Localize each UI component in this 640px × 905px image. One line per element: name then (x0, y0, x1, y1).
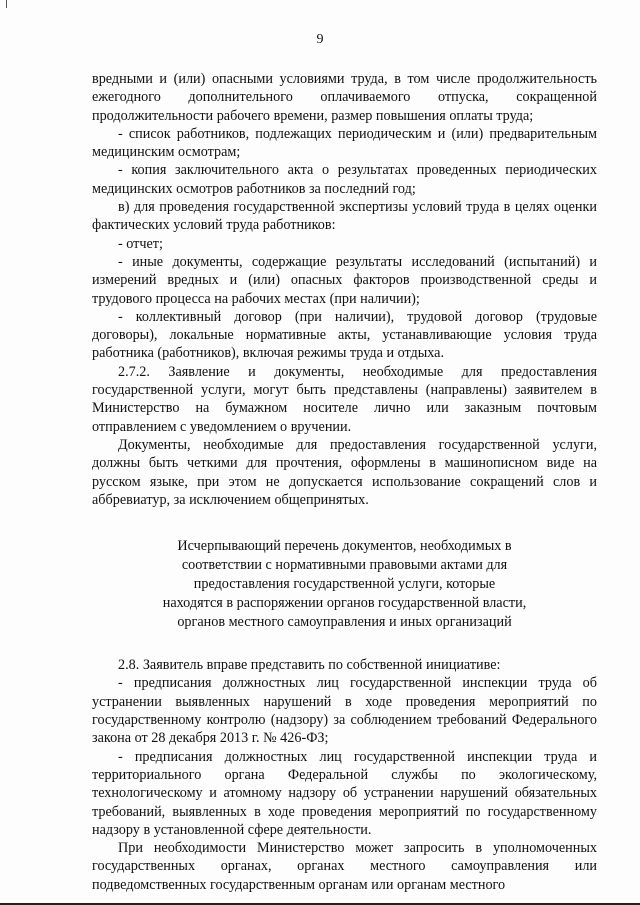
section-heading (92, 537, 597, 632)
heading-line: органов местного самоуправления и иных организаций (177, 614, 512, 631)
document-body (92, 70, 597, 894)
list-item-other-documents: - иные документы, содержащие результаты исследований (испытаний) и измерений вредных и (или) опасных факторов производственной среды и трудового процесса на рабочих местах (при наличии); (92, 253, 597, 307)
list-item-workers: - список работников, подлежащих периодическим и (или) предварительным медицинским осмотрам; (92, 125, 597, 161)
list-item-report: - отчет; (118, 235, 163, 252)
list-item-final-act: - копия заключительного акта о результатах проведенных периодических медицинских осмотров работников за последний год; (92, 162, 597, 197)
heading-line: Исчерпывающий перечень документов, необходимых в (177, 538, 512, 555)
heading-line: предоставления государственной услуги, которые (193, 576, 496, 593)
paragraph-documents-requirements: Документы, необходимые для предоставления государственной услуги, должны быть четкими для прочтения, оформлены в машинописном виде на русском языке, при этом не допускается использование сокращений слов и аббревиатур, за исключением общепринятых. (92, 436, 597, 508)
paragraph-ministry-request: При необходимости Министерство может запросить в уполномоченных государственных органах, органах местного самоуправления или подведомственных государственным органам или органам местного (92, 840, 597, 893)
scan-edge-mark (6, 0, 7, 8)
page-number: 9 (316, 32, 324, 47)
list-item-territorial-orders: - предписания должностных лиц государственной инспекции труда и территориального органа Федеральной службы по экологическому, технологическому и атомному надзору об устранении нарушений обязательных требований, выявленных в ходе проведения мероприятий по государственному надзору в установленной сфере деятельности. (92, 748, 597, 838)
paragraph-continuation: вредными и (или) опасными условиями труда, в том числе продолжительность ежегодного дополнительного оплачиваемого отпуска, сокращенной продолжительности рабочего времени, размер повышения оплаты труда; (92, 71, 597, 124)
list-item-collective-agreement: - коллективный договор (при наличии), трудовой договор (трудовые договоры), локальные нормативные акты, устанавливающие условия труда работника (работников), включая режимы труда и отдыха. (92, 308, 597, 362)
paragraph-2-7-2: 2.7.2. Заявление и документы, необходимые для предоставления государственной услуги, могут быть представлены (направлены) заявителем в Министерство на бумажном носителе лично или заказным почтовым отправлением с уведомлением о вручении. (92, 363, 597, 435)
paragraph-2-8: 2.8. Заявитель вправе представить по собственной инициативе: (118, 657, 501, 674)
paragraph-expertise: в) для проведения государственной экспертизы условий труда в целях оценки фактических условий труда работников: (92, 199, 597, 234)
heading-line: соответствии с нормативными правовыми актами для (181, 557, 508, 574)
list-item-inspection-orders: - предписания должностных лиц государственной инспекции труда об устранении выявленных нарушений в ходе проведения мероприятий по государственному контролю (надзору) за соблюдением требований Федерального закона от 28 декабря 2013 г. № 426-ФЗ; (92, 675, 597, 747)
heading-line: находятся в распоряжении органов государственной власти, (162, 595, 527, 612)
